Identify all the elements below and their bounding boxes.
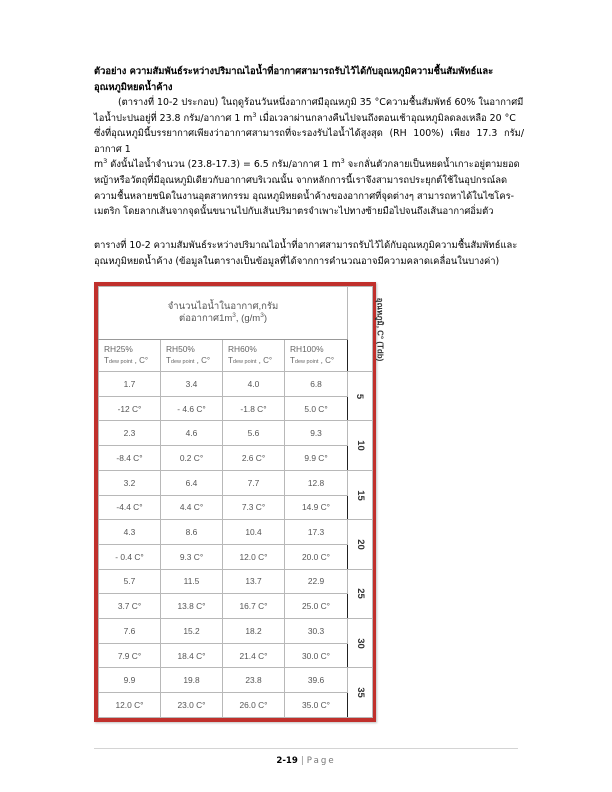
- table-row: [99, 396, 373, 421]
- water-content-cell: 19.8: [161, 668, 223, 693]
- temperature-cell: 35: [348, 668, 373, 718]
- water-content-cell: 8.6: [161, 520, 223, 545]
- dew-point-cell: 9.9 C°: [285, 446, 348, 471]
- table-row: [99, 421, 373, 446]
- body-line: ซึ่งที่อุณหภูมินี้บรรยากาศเพียงว่าอากาศสามารถที่จะรองรับไอน้ำได้สูงสุด (RH 100%) เพียง 17.3 กรัม/อากาศ 1: [94, 128, 524, 155]
- body-line: ความชื้นหลายชนิดในงานอุตสาหกรรม อุณหภูมิหยดน้ำค้างของอากาศที่จุดต่างๆ สามารถหาได้ในไซโคร-: [94, 190, 515, 202]
- water-content-cell: 4.6: [161, 421, 223, 446]
- table-row: [99, 569, 373, 594]
- table-caption: [94, 238, 524, 269]
- water-content-cell: 15.2: [161, 619, 223, 644]
- water-content-cell: 22.9: [285, 569, 348, 594]
- footer-divider: [94, 748, 518, 749]
- temperature-cell: 10: [348, 421, 373, 470]
- dew-point-cell: -4.4 C°: [99, 495, 161, 520]
- dew-point-cell: 9.3 C°: [161, 544, 223, 569]
- water-content-cell: 13.7: [223, 569, 285, 594]
- water-content-cell: 5.7: [99, 569, 161, 594]
- dew-point-cell: 23.0 C°: [161, 693, 223, 718]
- dew-point-cell: 5.0 C°: [285, 396, 348, 421]
- dew-point-cell: 26.0 C°: [223, 693, 285, 718]
- water-content-cell: 6.8: [285, 372, 348, 397]
- dew-point-cell: 14.9 C°: [285, 495, 348, 520]
- water-content-cell: 1.7: [99, 372, 161, 397]
- dew-point-cell: -1.8 C°: [223, 396, 285, 421]
- temperature-cell: 5: [348, 372, 373, 421]
- dew-point-cell: 35.0 C°: [285, 693, 348, 718]
- water-content-cell: 9.3: [285, 421, 348, 446]
- water-content-cell: 4.0: [223, 372, 285, 397]
- column-header: RH25% Tdew point , C°: [99, 340, 161, 372]
- dew-point-cell: 4.4 C°: [161, 495, 223, 520]
- table-row: [99, 470, 373, 495]
- temperature-header: อุณหภูมิ, C° (Tdb): [348, 287, 373, 372]
- page-word: Page: [306, 756, 336, 766]
- water-content-cell: 7.7: [223, 470, 285, 495]
- temperature-cell: 30: [348, 619, 373, 668]
- table-row: [99, 643, 373, 668]
- column-header: RH100% Tdew point , C°: [285, 340, 348, 372]
- water-content-cell: 9.9: [99, 668, 161, 693]
- caption-line: อุณหภูมิหยดน้ำค้าง (ข้อมูลในตารางเป็นข้อมูลที่ได้จากการคำนวณอาจมีความคลาดเคลื่อนในบางค่า): [94, 255, 500, 267]
- example-body: [94, 95, 524, 220]
- dew-point-cell: - 4.6 C°: [161, 396, 223, 421]
- table-row: [99, 495, 373, 520]
- table-image-frame: [94, 282, 385, 722]
- dew-point-cell: 3.7 C°: [99, 594, 161, 619]
- dew-point-cell: - 0.4 C°: [99, 544, 161, 569]
- page-footer: [0, 756, 612, 766]
- body-line: $m^3$ ดังนั้นไอน้ำจำนวน (23.8-17.3) = 6.5 กรัม/อากาศ 1 $m^3$ จะกลั่นตัวกลายเป็นหยดน้ำเกาะอยู่ตามยอด: [94, 157, 520, 171]
- table-row: [99, 619, 373, 644]
- water-content-cell: 10.4: [223, 520, 285, 545]
- water-content-cell: 5.6: [223, 421, 285, 446]
- water-content-cell: 39.6: [285, 668, 348, 693]
- body-line: หญ้าหรือวัตถุที่มีอุณหภูมิเดียวกับอากาศบริเวณนั้น จากหลักการนี้เราจึงสามารถประยุกต์ใช้ในอุปกรณ์ลด: [94, 174, 508, 186]
- water-content-cell: 4.3: [99, 520, 161, 545]
- dew-point-cell: 12.0 C°: [223, 544, 285, 569]
- table-row: [99, 446, 373, 471]
- water-content-cell: 23.8: [223, 668, 285, 693]
- water-content-cell: 30.3: [285, 619, 348, 644]
- dew-point-cell: 0.2 C°: [161, 446, 223, 471]
- body-line: ไอน้ำปะปนอยู่ที่ 23.8 กรัม/อากาศ 1 $m^3$ เมื่อเวลาผ่านกลางคืนไปจนถึงตอนเช้าอุณหภูมิลดลงเหลือ 20 °C: [94, 110, 516, 124]
- water-content-cell: 18.2: [223, 619, 285, 644]
- caption-line: ตารางที่ 10-2 ความสัมพันธ์ระหว่างปริมาณไอน้ำที่อากาศสามารถรับไว้ได้กับอุณหภูมิความชื้นสัมพัทธ์และ: [94, 240, 518, 251]
- dew-point-cell: 30.0 C°: [285, 643, 348, 668]
- water-content-cell: 3.4: [161, 372, 223, 397]
- humidity-table: [98, 286, 385, 718]
- column-header: RH60% Tdew point , C°: [223, 340, 285, 372]
- dew-point-cell: 13.8 C°: [161, 594, 223, 619]
- body-line: (ตารางที่ 10-2 ประกอบ) ในฤดูร้อนวันหนึ่งอากาศมีอุณหภูมิ 35 °Cความชื้นสัมพัทธ์ 60% ในอากาศมี: [118, 97, 524, 108]
- table-row: [99, 668, 373, 693]
- dew-point-cell: 18.4 C°: [161, 643, 223, 668]
- dew-point-cell: 12.0 C°: [99, 693, 161, 718]
- dew-point-cell: -8.4 C°: [99, 446, 161, 471]
- table-row: [99, 520, 373, 545]
- table-row: [99, 693, 373, 718]
- table-row: [99, 544, 373, 569]
- dew-point-cell: 21.4 C°: [223, 643, 285, 668]
- water-content-cell: 12.8: [285, 470, 348, 495]
- water-content-cell: 7.6: [99, 619, 161, 644]
- body-line: เมตริก โดยลากเส้นจากจุดนั้นขนานไปกับเส้นปริมาตรจำเพาะไปทางซ้ายมือไปจนถึงเส้นอากาศอิ่มตัว: [94, 206, 494, 218]
- dew-point-cell: 16.7 C°: [223, 594, 285, 619]
- dew-point-cell: 7.9 C°: [99, 643, 161, 668]
- table-main-header: จำนวนไอน้ำในอากาศ,กรัม ต่ออากาศ$1m^3$, $(g/m^3)$: [99, 287, 348, 340]
- temperature-cell: 20: [348, 520, 373, 569]
- water-content-cell: 3.2: [99, 470, 161, 495]
- dew-point-cell: 7.3 C°: [223, 495, 285, 520]
- dew-point-cell: 2.6 C°: [223, 446, 285, 471]
- dew-point-cell: 25.0 C°: [285, 594, 348, 619]
- temperature-cell: 25: [348, 569, 373, 618]
- example-heading: ตัวอย่าง ความสัมพันธ์ระหว่างปริมาณไอน้ำที่อากาศสามารถรับไว้ได้กับอุณหภูมิความชื้นสัมพัทธ์และ อุณหภูมิหยดน้ำค้าง: [94, 66, 494, 93]
- table-row: [99, 594, 373, 619]
- column-header: RH50% Tdew point , C°: [161, 340, 223, 372]
- example-paragraph: [94, 64, 524, 95]
- water-content-cell: 2.3: [99, 421, 161, 446]
- table-row: [99, 372, 373, 397]
- temperature-cell: 15: [348, 470, 373, 519]
- dew-point-cell: -12 C°: [99, 396, 161, 421]
- page-number: 2-19: [276, 756, 298, 766]
- footer-separator: |: [300, 756, 304, 766]
- water-content-cell: 11.5: [161, 569, 223, 594]
- dew-point-cell: 20.0 C°: [285, 544, 348, 569]
- water-content-cell: 6.4: [161, 470, 223, 495]
- water-content-cell: 17.3: [285, 520, 348, 545]
